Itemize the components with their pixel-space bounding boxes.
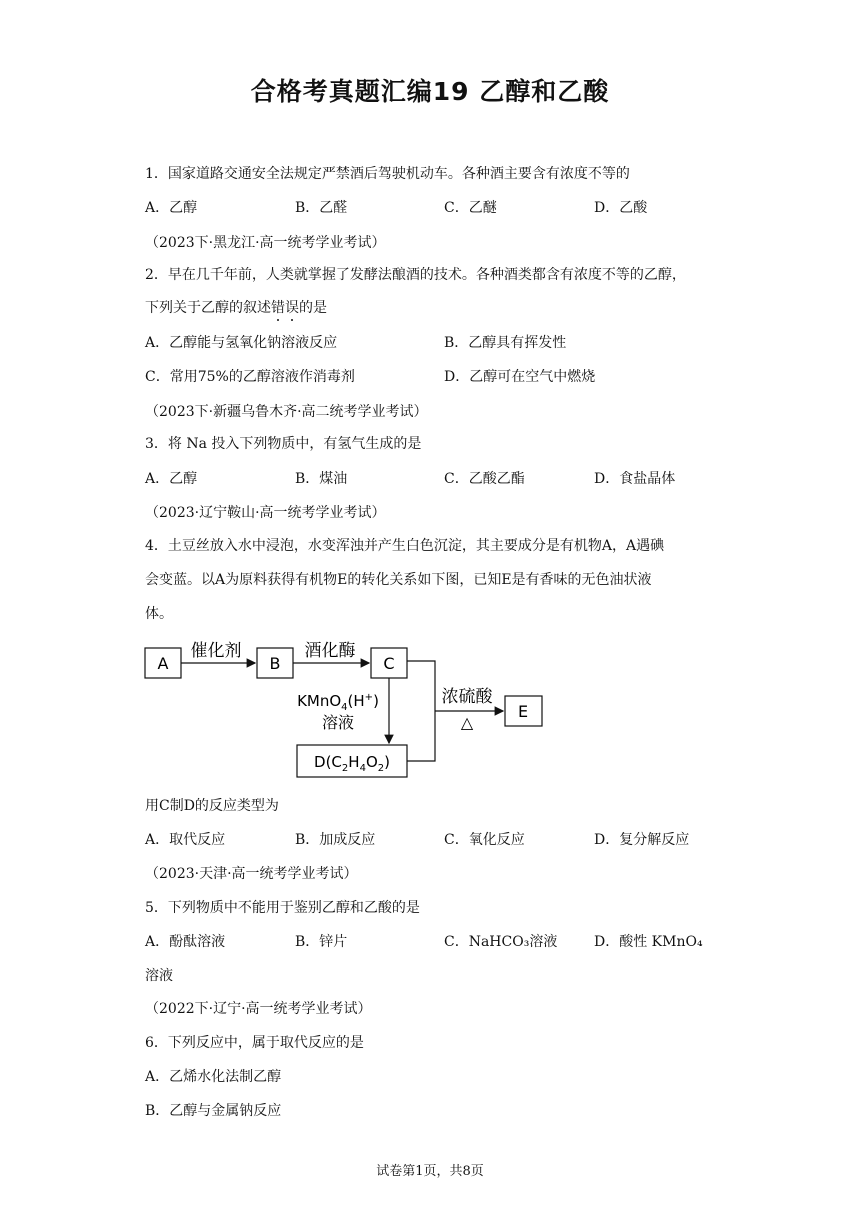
q1-option-c: C．乙醚	[444, 200, 497, 216]
q2-option-d: D．乙醇可在空气中燃烧	[444, 369, 596, 385]
q2-option-b: B．乙醇具有挥发性	[444, 335, 567, 351]
label-zymase: 酒化酶	[304, 641, 356, 661]
q2-stem-pre: 下列关于乙醇的叙述	[145, 300, 271, 316]
box-c-label: C	[383, 654, 395, 673]
q1-source: （2023下·黑龙江·高一统考学业考试）	[145, 235, 386, 251]
q4-question: 用C制D的反应类型为	[145, 798, 279, 814]
bracket-d	[407, 711, 435, 761]
q4-stem-line1: 4．土豆丝放入水中浸泡，水变浑浊并产生白色沉淀，其主要成分是有机物A，A遇碘	[145, 538, 665, 554]
q4-source: （2023·天津·高一统考学业考试）	[145, 866, 358, 882]
q2-stem-post: 的是	[299, 300, 327, 316]
q1-option-b: B．乙醛	[295, 200, 348, 216]
box-d-label: $D(C_2H_4O_2)$	[314, 753, 390, 774]
q5-option-b: B．锌片	[295, 934, 348, 950]
q3-stem: 3．将 Na 投入下列物质中，有氢气生成的是	[145, 436, 422, 452]
q2-option-a: A．乙醇能与氢氧化钠溶液反应	[145, 335, 338, 351]
q2-source: （2023下·新疆乌鲁木齐·高二统考学业考试）	[145, 404, 428, 420]
q4-stem-line2: 会变蓝。以A为原料获得有机物E的转化关系如下图，已知E是有香味的无色油状液	[145, 572, 652, 588]
q4-option-a: A．取代反应	[145, 832, 226, 848]
q5-option-d-cont: 溶液	[145, 968, 173, 984]
q2-stem-line1: 2．早在几千年前，人类就掌握了发酵法酿酒的技术。各种酒类都含有浓度不等的乙醇，	[145, 267, 686, 283]
q2-stem-line2	[145, 297, 327, 317]
bracket-c	[407, 661, 435, 711]
q3-option-c: C．乙酸乙酯	[444, 471, 525, 487]
q3-source: （2023·辽宁鞍山·高一统考学业考试）	[145, 505, 386, 521]
q3-option-a: A．乙醇	[145, 471, 198, 487]
q5-stem: 5．下列物质中不能用于鉴别乙醇和乙酸的是	[145, 900, 420, 916]
box-b-label: B	[269, 654, 281, 673]
q4-option-b: B．加成反应	[295, 832, 376, 848]
q2-option-c: C．常用75%的乙醇溶液作消毒剂	[145, 369, 355, 385]
q4-reaction-diagram	[140, 636, 560, 786]
page-title: 合格考真题汇编19 乙醇和乙酸	[250, 77, 610, 106]
q1-option-a: A．乙醇	[145, 200, 198, 216]
q5-option-c: C．NaHCO₃溶液	[444, 934, 558, 950]
label-kmno4: KMnO$_4$(H+)	[297, 692, 379, 713]
q2-emphasis-1: 错	[271, 300, 285, 316]
q5-option-d: D．酸性 KMnO₄	[594, 934, 703, 950]
page-footer: 试卷第1页，共8页	[376, 1164, 484, 1179]
label-solution: 溶液	[321, 713, 355, 732]
label-heat: △	[460, 713, 474, 732]
q6-stem: 6．下列反应中，属于取代反应的是	[145, 1035, 364, 1051]
q4-option-d: D．复分解反应	[594, 832, 690, 848]
q5-source: （2022下·辽宁·高一统考学业考试）	[145, 1001, 372, 1017]
box-e-label: E	[517, 702, 529, 721]
box-a-label: A	[157, 654, 169, 673]
q4-option-c: C．氧化反应	[444, 832, 525, 848]
q6-option-a: A．乙烯水化法制乙醇	[145, 1069, 282, 1085]
q1-stem: 1．国家道路交通安全法规定严禁酒后驾驶机动车。各种酒主要含有浓度不等的	[145, 166, 630, 182]
q1-option-d: D．乙酸	[594, 200, 648, 216]
q3-option-d: D．食盐晶体	[594, 471, 676, 487]
label-conc-sulfuric-acid: 浓硫酸	[441, 687, 493, 707]
q4-stem-line3: 体。	[145, 606, 173, 622]
q5-option-a: A．酚酞溶液	[145, 934, 226, 950]
q2-emphasis-2: 误	[285, 300, 299, 316]
q3-option-b: B．煤油	[295, 471, 348, 487]
q6-option-b: B．乙醇与金属钠反应	[145, 1103, 282, 1119]
label-catalyst: 催化剂	[190, 641, 242, 661]
